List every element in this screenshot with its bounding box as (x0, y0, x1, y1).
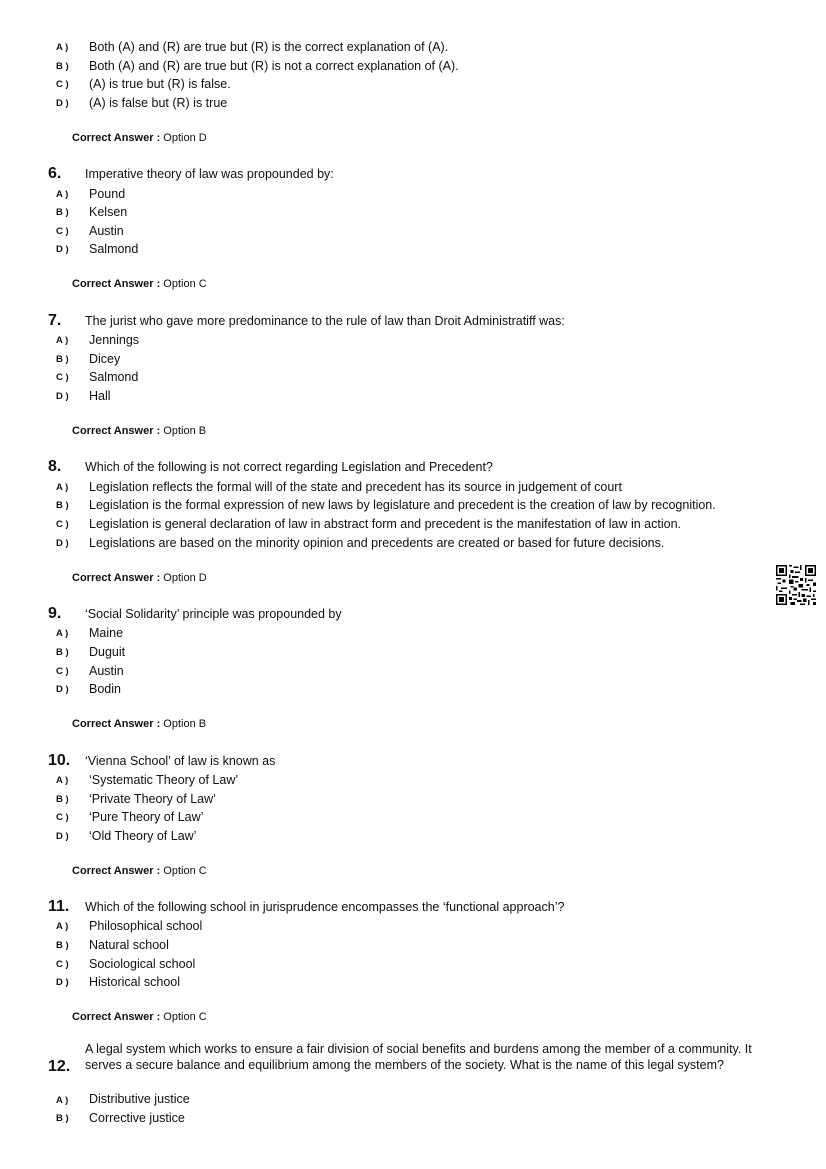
option-letter: B ) (56, 794, 69, 805)
option-letter: A ) (56, 482, 69, 493)
option-text: Legislations are based on the minority opinion and precedents are created or based for future decisions. (89, 536, 665, 550)
question-text: ‘Vienna School’ of law is known as (85, 754, 276, 768)
option-text: (A) is true but (R) is false. (89, 77, 231, 91)
option-letter: B ) (56, 647, 69, 658)
question-text: Which of the following is not correct regarding Legislation and Precedent? (85, 460, 493, 474)
option-letter: D ) (56, 684, 69, 695)
option-letter: A ) (56, 1095, 69, 1106)
option-letter: B ) (56, 1113, 69, 1124)
question-number: 7. (48, 312, 62, 329)
option-letter: A ) (56, 775, 69, 786)
question-number: 10. (48, 752, 71, 769)
option-text: Hall (89, 389, 111, 403)
option-text: Austin (89, 664, 124, 678)
qr-code-icon (776, 565, 816, 605)
option-text: Natural school (89, 938, 169, 952)
option-letter: D ) (56, 831, 69, 842)
option-letter: A ) (56, 628, 69, 639)
option-text: ‘Pure Theory of Law’ (89, 810, 204, 824)
option-text: Both (A) and (R) are true but (R) is the correct explanation of (A). (89, 40, 449, 54)
question-number: 9. (48, 605, 62, 622)
option-text: Corrective justice (89, 1111, 185, 1125)
question-text: Imperative theory of law was propounded by: (85, 167, 334, 181)
correct-answer-label: Correct Answer : (72, 572, 161, 584)
option-letter: A ) (56, 189, 69, 200)
correct-answer-label: Correct Answer : (72, 1011, 161, 1023)
option-text: Philosophical school (89, 919, 203, 933)
option-letter: C ) (56, 372, 69, 383)
option-letter: C ) (56, 519, 69, 530)
correct-answer (72, 864, 207, 878)
question-text: A legal system which works to ensure a fair division of social benefits and burdens among the member of a community. It serves a secure balance and equilibrium among the members of the society. What is the name of this legal system? (85, 1042, 752, 1072)
option-letter: C ) (56, 666, 69, 677)
option-text: Dicey (89, 352, 121, 366)
correct-answer (72, 424, 206, 438)
option-letter: B ) (56, 61, 69, 72)
option-text: Salmond (89, 370, 139, 384)
option-text: ‘Systematic Theory of Law’ (89, 773, 239, 787)
question-number: 11. (48, 898, 70, 915)
option-text: (A) is false but (R) is true (89, 96, 228, 110)
option-text: Legislation is general declaration of law in abstract form and precedent is the manifestation of law in action. (89, 517, 681, 531)
question-number: 8. (48, 458, 62, 475)
option-text: Bodin (89, 682, 121, 696)
option-letter: C ) (56, 79, 69, 90)
option-text: ‘Old Theory of Law’ (89, 829, 197, 843)
option-letter: D ) (56, 391, 69, 402)
correct-answer (72, 131, 207, 145)
question-text: ‘Social Solidarity’ principle was propounded by (85, 607, 342, 621)
option-text: Both (A) and (R) are true but (R) is not a correct explanation of (A). (89, 59, 459, 73)
correct-answer-value: Option D (163, 572, 207, 584)
option-text: Jennings (89, 333, 140, 347)
correct-answer-label: Correct Answer : (72, 865, 161, 877)
option-letter: B ) (56, 207, 69, 218)
correct-answer (72, 571, 207, 585)
option-letter: D ) (56, 538, 69, 549)
option-text: Pound (89, 187, 126, 201)
option-letter: D ) (56, 244, 69, 255)
option-letter: B ) (56, 354, 69, 365)
option-text: Austin (89, 224, 124, 238)
option-text: Sociological school (89, 957, 196, 971)
option-text: ‘Private Theory of Law’ (89, 792, 216, 806)
option-letter: C ) (56, 959, 69, 970)
correct-answer-value: Option C (163, 865, 207, 877)
correct-answer-value: Option B (163, 425, 207, 437)
option-text: Historical school (89, 975, 181, 989)
option-letter: A ) (56, 921, 69, 932)
correct-answer-value: Option C (163, 1011, 207, 1023)
option-text: Distributive justice (89, 1092, 190, 1106)
correct-answer (72, 277, 207, 291)
option-text: Legislation reflects the formal will of the state and precedent has its source in judgement of court (89, 480, 622, 494)
correct-answer-value: Option D (163, 132, 207, 144)
correct-answer-label: Correct Answer : (72, 425, 161, 437)
option-letter: C ) (56, 812, 69, 823)
option-text: Salmond (89, 242, 139, 256)
option-letter: B ) (56, 940, 69, 951)
correct-answer-label: Correct Answer : (72, 132, 161, 144)
option-letter: A ) (56, 42, 69, 53)
correct-answer-label: Correct Answer : (72, 718, 161, 730)
option-letter: C ) (56, 226, 69, 237)
correct-answer-value: Option B (163, 718, 207, 730)
option-letter: D ) (56, 98, 69, 109)
option-letter: A ) (56, 335, 69, 346)
option-text: Legislation is the formal expression of new laws by legislature and precedent is the creation of law by recognition. (89, 498, 716, 512)
question-number: 12. (48, 1058, 71, 1075)
correct-answer (72, 1010, 207, 1024)
question-number: 6. (48, 165, 62, 182)
option-letter: D ) (56, 977, 69, 988)
question-text: Which of the following school in jurisprudence encompasses the ‘functional approach’? (85, 900, 565, 914)
question-text: The jurist who gave more predominance to the rule of law than Droit Administratiff was: (85, 314, 565, 328)
correct-answer (72, 717, 206, 731)
correct-answer-value: Option C (163, 278, 207, 290)
option-letter: B ) (56, 500, 69, 511)
option-text: Duguit (89, 645, 126, 659)
correct-answer-label: Correct Answer : (72, 278, 161, 290)
option-text: Maine (89, 626, 124, 640)
option-text: Kelsen (89, 205, 128, 219)
